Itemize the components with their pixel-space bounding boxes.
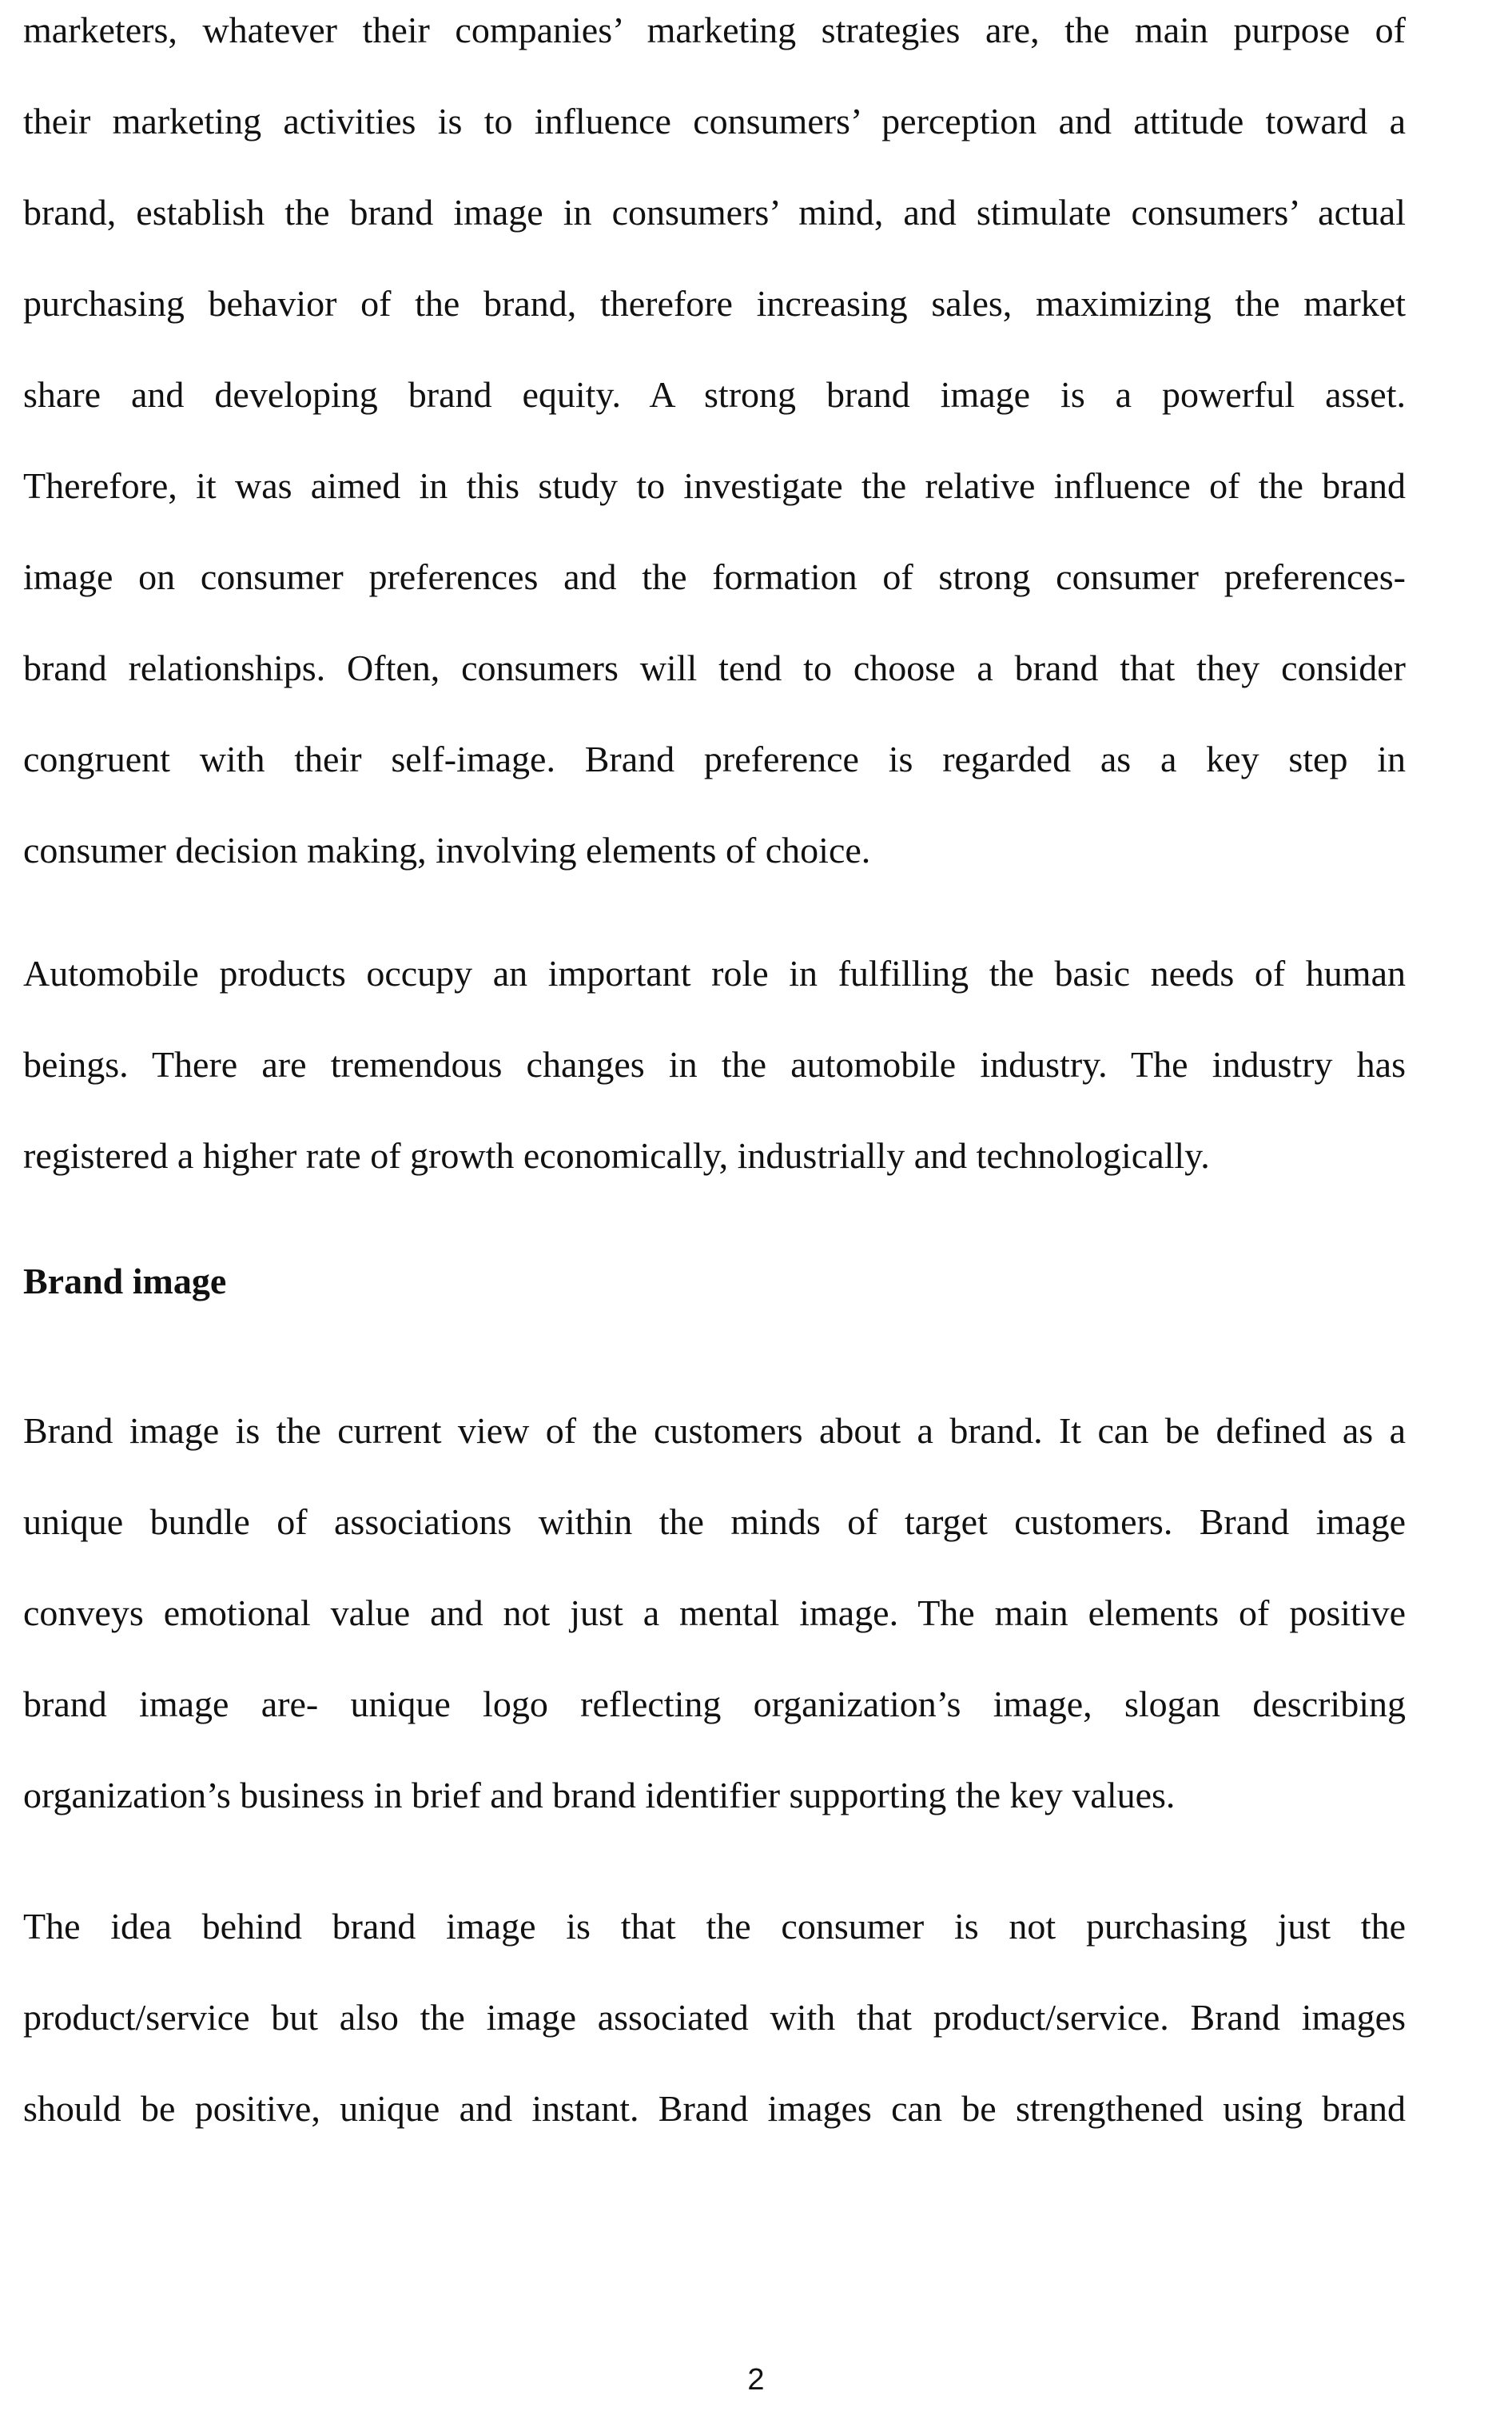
text-line: organization’s business in brief and brand identifier supporting the key values.: [23, 1775, 1176, 1815]
text-line: consumer decision making, involving elements of choice.: [23, 830, 871, 871]
text-line: unique bundle of associations within the minds of target customers. Brand image: [23, 1501, 1406, 1542]
text-line: brand, establish the brand image in consumers’ mind, and stimulate consumers’ actual: [23, 192, 1406, 233]
text-line: share and developing brand equity. A strong brand image is a powerful asset.: [23, 374, 1406, 415]
text-line: their marketing activities is to influence consumers’ perception and attitude toward a: [23, 101, 1406, 141]
text-line: congruent with their self-image. Brand preference is regarded as a key step in: [23, 739, 1406, 779]
text-line: Therefore, it was aimed in this study to investigate the relative influence of the brand: [23, 465, 1406, 506]
text-line: brand relationships. Often, consumers will tend to choose a brand that they consider: [23, 648, 1406, 688]
text-line: should be positive, unique and instant. Brand images can be strengthened using brand: [23, 2088, 1406, 2129]
text-line: The idea behind brand image is that the consumer is not purchasing just the: [23, 1906, 1406, 1947]
text-line: image on consumer preferences and the formation of strong consumer preferences-: [23, 556, 1406, 597]
text-line: beings. There are tremendous changes in the automobile industry. The industry has: [23, 1044, 1406, 1085]
text-line: brand image are- unique logo reflecting organization’s image, slogan describing: [23, 1684, 1406, 1724]
text-line: product/service but also the image associated with that product/service. Brand images: [23, 1997, 1406, 2038]
text-line: Automobile products occupy an important role in fulfilling the basic needs of human: [23, 953, 1406, 994]
text-line: marketers, whatever their companies’ marketing strategies are, the main purpose of: [23, 10, 1406, 50]
page-number: 2: [747, 2363, 765, 2397]
text-line: purchasing behavior of the brand, therefore increasing sales, maximizing the market: [23, 283, 1406, 324]
section-heading: Brand image: [23, 1261, 227, 1301]
text-line: conveys emotional value and not just a mental image. The main elements of positive: [23, 1592, 1406, 1633]
text-line: registered a higher rate of growth economically, industrially and technologically.: [23, 1135, 1210, 1176]
text-line: Brand image is the current view of the customers about a brand. It can be defined as a: [23, 1410, 1406, 1451]
